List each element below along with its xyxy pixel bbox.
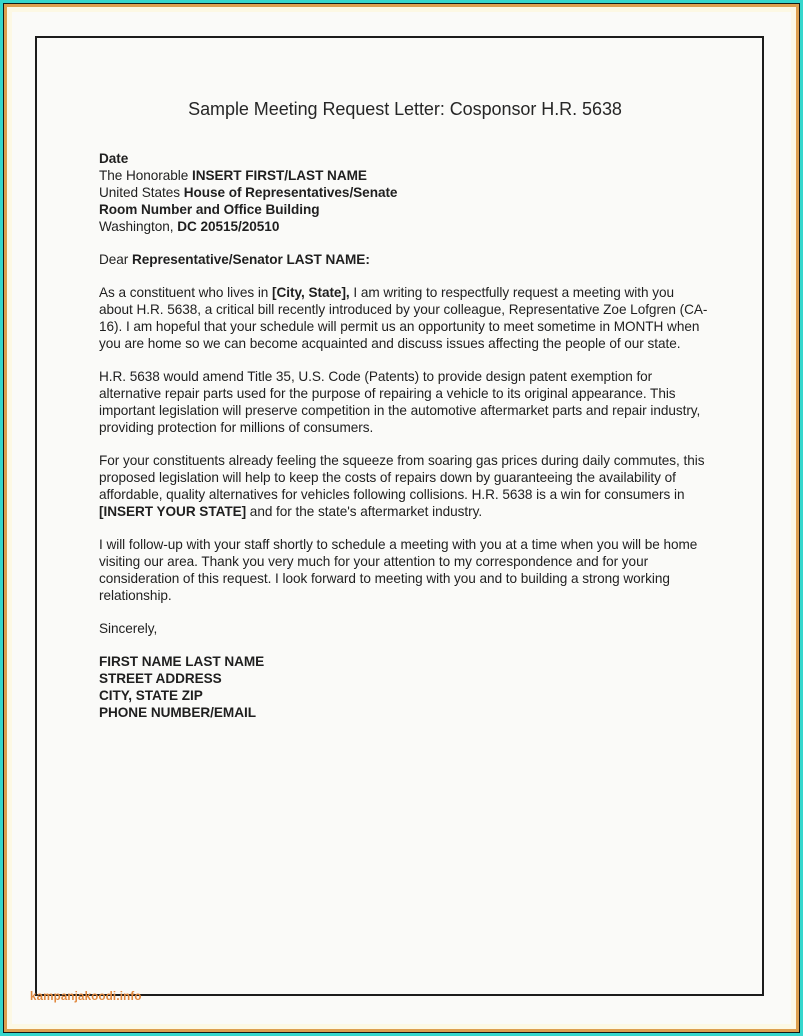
paragraph-bill-summary: H.R. 5638 would amend Title 35, U.S. Code (Patents) to provide design patent exemption for alternative repair parts used for the purpose of repairing a vehicle to its original appearance. This important legislation will preserve competition in the automotive aftermarket parts and repair industry, providing protection for millions of consumers.: [99, 369, 701, 435]
signature-name: FIRST NAME LAST NAME: [99, 654, 265, 669]
signature-city: CITY, STATE ZIP: [99, 688, 203, 703]
closing: Sincerely,: [99, 621, 158, 636]
recipient-chamber-line: United States House of Representatives/Senate: [99, 185, 398, 200]
salutation: Dear Representative/Senator LAST NAME:: [99, 252, 370, 267]
address-block: [99, 150, 711, 235]
paragraph-constituent-benefits: For your constituents already feeling the squeeze from soaring gas prices during daily commutes, this proposed legislation will help to keep the costs of repairs down by guaranteeing the availability of affordable, quality alternatives for vehicles following collisions. H.R. 5638 is a win for consumers in [INSERT YOUR STATE] and for the state's aftermarket industry.: [99, 453, 705, 519]
signature-block: [99, 653, 711, 721]
recipient-office-line: Room Number and Office Building: [99, 202, 320, 217]
signature-street: STREET ADDRESS: [99, 671, 222, 686]
watermark-site-label: kampanjakoodi.info: [30, 991, 142, 1003]
paragraph-request-meeting: As a constituent who lives in [City, State], I am writing to respectfully request a meeting with you about H.R. 5638, a critical bill recently introduced by your colleague, Representative Zoe Lofgren (CA-16). I am hopeful that your schedule will permit us an opportunity to meet sometime in MONTH when you are home so we can become acquainted and discuss issues affecting the people of our state.: [99, 285, 708, 351]
date-placeholder: Date: [99, 151, 129, 166]
recipient-city-line: Washington, DC 20515/20510: [99, 219, 280, 234]
recipient-name-line: The Honorable INSERT FIRST/LAST NAME: [99, 168, 367, 183]
letter-title: Sample Meeting Request Letter: Cosponsor H.R. 5638: [188, 99, 622, 119]
paragraph-follow-up: I will follow-up with your staff shortly to schedule a meeting with you at a time when you will be home visiting our area. Thank you very much for your attention to my correspondence and for your consideration of this request. I look forward to meeting with you and to building a strong working relationship.: [99, 537, 698, 603]
letter-body: [99, 99, 711, 721]
signature-contact: PHONE NUMBER/EMAIL: [99, 705, 256, 720]
